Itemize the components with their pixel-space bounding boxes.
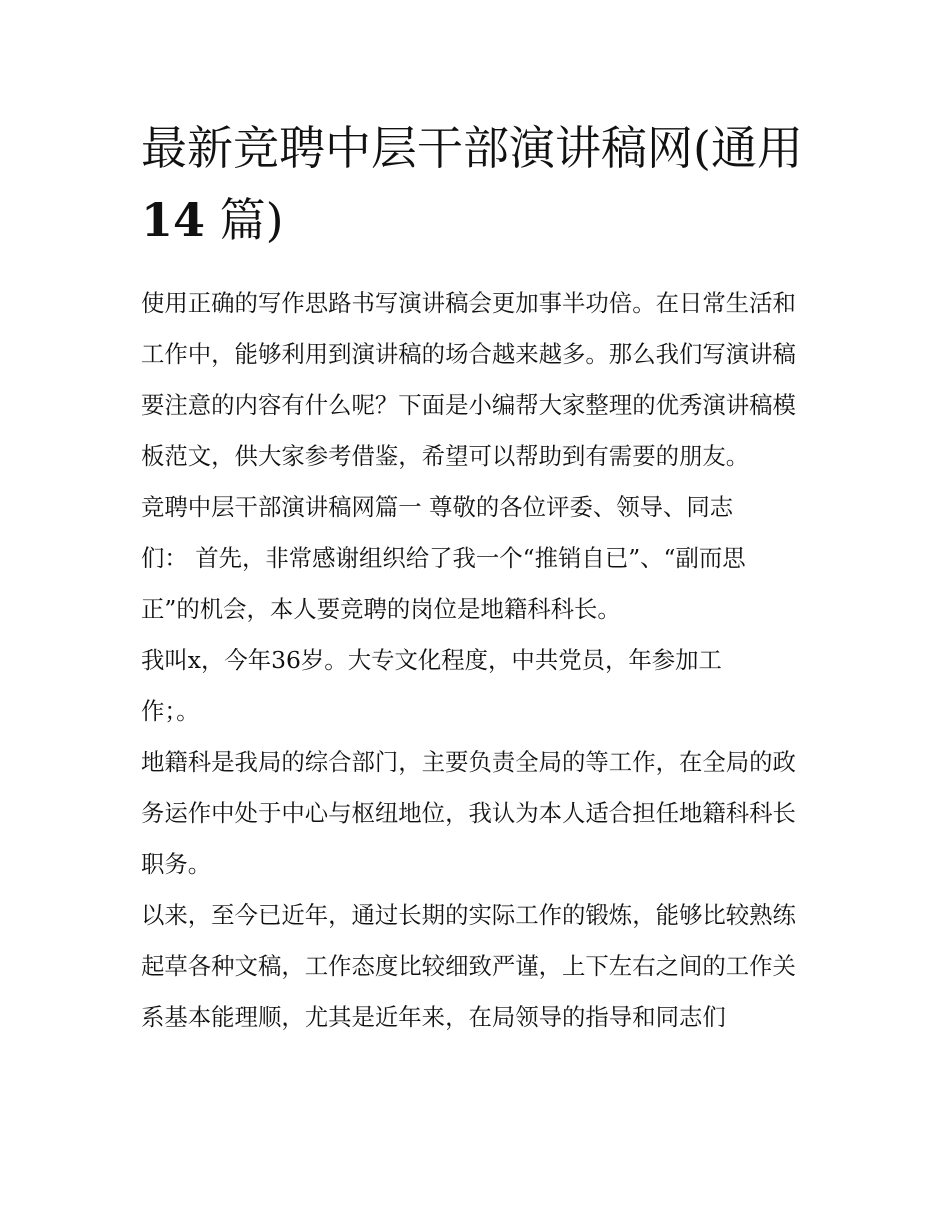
- self-introduction-paragraph: 我叫x，今年36岁。大专文化程度，中共党员，年参加工作；。: [141, 646, 722, 725]
- document-body: [141, 112, 811, 1043]
- speech-opening-paragraph: 竞聘中层干部演讲稿网篇一 尊敬的各位评委、领导、同志们： 首先，非常感谢组织给了我一个“推销自已”、“副而思正”的机会，本人要竞聘的岗位是地籍科科长。: [141, 493, 746, 623]
- document-title: [141, 112, 811, 256]
- experience-paragraph: 以来，至今已近年，通过长期的实际工作的锻炼，能够比较熟练起草各种文稿，工作态度比较细致严谨，上下左右之间的工作关系基本能理顺，尤其是近年来，在局领导的指导和同志们: [141, 901, 796, 1031]
- department-paragraph: 地籍科是我局的综合部门，主要负责全局的等工作，在全局的政务运作中处于中心与枢纽地位，我认为本人适合担任地籍科科长职务。: [141, 748, 796, 878]
- title-suffix: 篇): [219, 193, 284, 247]
- intro-paragraph: 使用正确的写作思路书写演讲稿会更加事半功倍。在日常生活和工作中，能够利用到演讲稿的场合越来越多。那么我们写演讲稿要注意的内容有什么呢？下面是小编帮大家整理的优秀演讲稿模板范文，供大家参考借鉴，希望可以帮助到有需要的朋友。: [141, 289, 796, 470]
- title-text: 最新竞聘中层干部演讲稿网(通用: [141, 121, 803, 175]
- title-number: 14: [141, 193, 206, 247]
